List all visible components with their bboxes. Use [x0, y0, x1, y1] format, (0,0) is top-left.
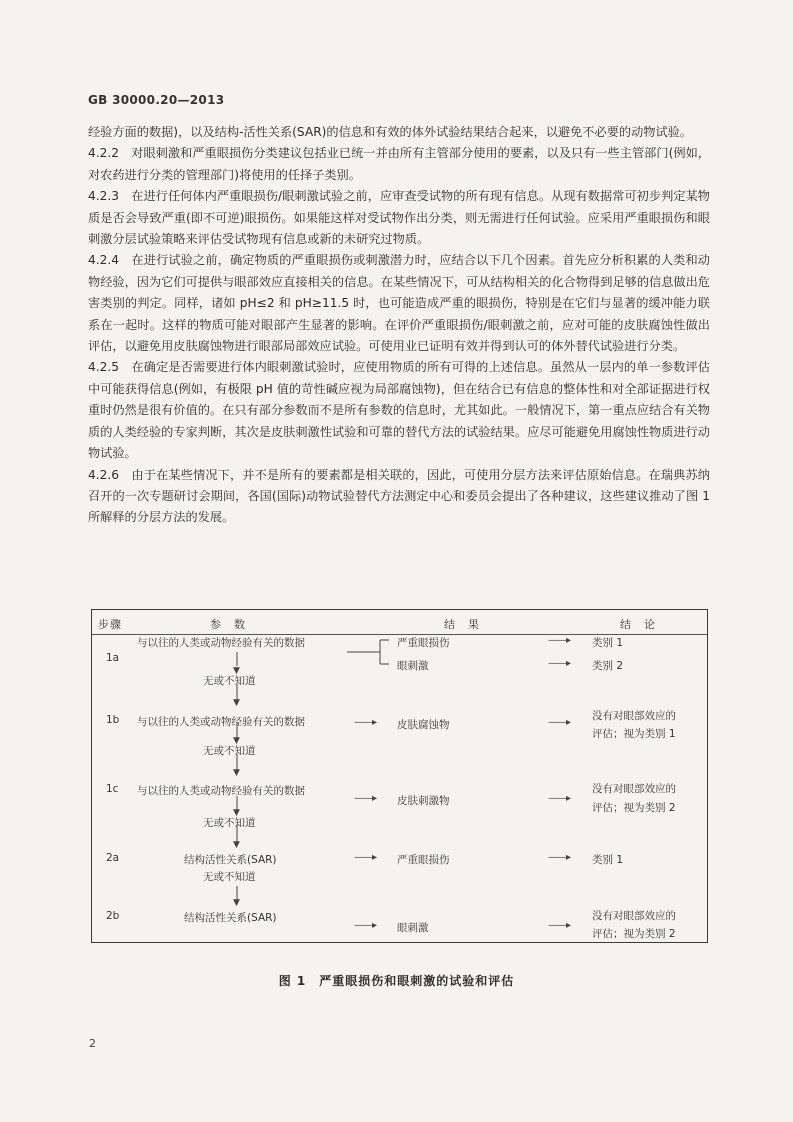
- conclusion-1b-line2: 评估；视为类别 1: [592, 728, 676, 740]
- conclusion-1a-2: 类别 2: [592, 660, 624, 672]
- arrow-down: ▼: [233, 698, 240, 708]
- figure-1-flowchart: [91, 609, 708, 943]
- standard-code: GB 30000.20—2013: [88, 93, 225, 107]
- conclusion-1a-1: 类别 1: [592, 637, 624, 649]
- conclusion-1c-line2: 评估；视为类别 2: [592, 802, 676, 814]
- param-1b: 与以往的人类或动物经验有关的数据: [137, 716, 305, 728]
- arrow-right: ——▸: [548, 635, 571, 646]
- step-1b: 1b: [106, 714, 120, 726]
- no-or-unknown-1a: 无或不知道: [203, 675, 256, 687]
- header-step: 步骤: [98, 618, 122, 631]
- arrow-down: ▼: [233, 808, 240, 818]
- step-2b: 2b: [106, 910, 120, 922]
- param-1c: 与以往的人类或动物经验有关的数据: [137, 785, 305, 797]
- arrow-right: ——▸: [548, 852, 571, 863]
- arrow-down: ▼: [233, 898, 240, 908]
- arrow-right: ——▸: [354, 717, 377, 728]
- arrow-right: ——▸: [548, 658, 571, 669]
- page-number: 2: [89, 1037, 96, 1050]
- result-2a: 严重眼损伤: [397, 854, 450, 866]
- arrow-right: ——▸: [548, 793, 571, 804]
- body-text: [88, 122, 710, 529]
- conclusion-2b-line2: 评估；视为类别 2: [592, 928, 676, 940]
- arrow-down: ▼: [233, 768, 240, 778]
- paragraph-4-2-6: 4.2.6 由于在某些情况下，并不是所有的要素都是相关联的，因此，可使用分层方法来评估原始信息。在瑞典苏纳召开的一次专题研讨会期间，各国(国际)动物试验替代方法测定中心和委员会提出了各种建议，这些建议推动了图 1 所解释的分层方法的发展。: [88, 467, 710, 525]
- conclusion-1c-line1: 没有对眼部效应的: [592, 783, 676, 795]
- step-1c: 1c: [106, 783, 119, 795]
- arrow-down: ▼: [233, 840, 240, 850]
- arrow-right: ——▸: [354, 852, 377, 863]
- arrow-right: ——▸: [354, 920, 377, 931]
- step-1a: 1a: [106, 652, 120, 664]
- no-or-unknown-1c: 无或不知道: [203, 817, 256, 829]
- arrow-right: ——▸: [548, 717, 571, 728]
- paragraph-4-2-4: 4.2.4 在进行试验之前，确定物质的严重眼损伤或刺激潜力时，应结合以下几个因素。首先应分析积累的人类和动物经验，因为它们可提供与眼部效应直接相关的信息。在某些情况下，可从结构相关的化合物得到足够的信息做出危害类别的判定。同样，诸如 pH≤2 和 pH≥11.5 时，也可能造成严重的眼损伤，特别是在它们与显著的缓冲能力联系在一起时。这样的物质可能对眼部产生显著的影响。在评价严重眼损伤/眼刺激之前，应对可能的皮肤腐蚀性做出评估，以避免用皮肤腐蚀物进行眼部局部效应试验。可使用业已证明有效并得到认可的体外替代试验进行分类。: [88, 253, 710, 354]
- param-1a: 与以往的人类或动物经验有关的数据: [137, 637, 305, 649]
- conclusion-2a: 类别 1: [592, 854, 624, 866]
- no-or-unknown-1b: 无或不知道: [203, 745, 256, 757]
- step-2a: 2a: [106, 852, 120, 864]
- result-1b: 皮肤腐蚀物: [397, 719, 450, 731]
- result-1a-1: 严重眼损伤: [397, 637, 450, 649]
- no-or-unknown-2a: 无或不知道: [203, 871, 256, 883]
- paragraph-4-2-2: 4.2.2 对眼刺激和严重眼损伤分类建议包括业已统一并由所有主管部分使用的要素，以及只有一些主管部门(例如，对农药进行分类的管理部门)将使用的任择子类别。: [88, 146, 710, 182]
- arrow-down: ▼: [233, 736, 240, 746]
- header-param: 参 数: [210, 618, 246, 631]
- paragraph-continuation: 经验方面的数据)，以及结构-活性关系(SAR)的信息和有效的体外试验结果结合起来，以避免不必要的动物试验。: [88, 125, 693, 139]
- arrow-right: ——▸: [354, 793, 377, 804]
- paragraph-4-2-5: 4.2.5 在确定是否需要进行体内眼刺激试验时，应使用物质的所有可得的上述信息。虽然从一层内的单一参数评估中可能获得信息(例如，有极限 pH 值的苛性碱应视为局部腐蚀物)，但在结合已有信息的整体性和对全部证据进行权重时仍然是很有价值的。在只有部分参数而不是所有参数的信息时，尤其如此。一般情况下，第一重点应结合有关物质的人类经验的专家判断，其次是皮肤刺激性试验和可靠的替代方法的试验结果。应尽可能避免用腐蚀性物质进行动物试验。: [88, 360, 710, 461]
- header-conclusion: 结 论: [620, 618, 656, 631]
- paragraph-4-2-3: 4.2.3 在进行任何体内严重眼损伤/眼刺激试验之前，应审查受试物的所有现有信息。从现有数据常可初步判定某物质是否会导致严重(即不可逆)眼损伤。如果能这样对受试物作出分类，则无需进行任何试验。应采用严重眼损伤和眼刺激分层试验策略来评估受试物现有信息或新的未研究过物质。: [88, 189, 710, 247]
- result-2b: 眼刺激: [397, 922, 429, 934]
- param-2b: 结构活性关系(SAR): [184, 912, 277, 924]
- result-1c: 皮肤刺激物: [397, 795, 450, 807]
- arrow-right: ——▸: [548, 920, 571, 931]
- header-result: 结 果: [444, 618, 480, 631]
- param-2a: 结构活性关系(SAR): [184, 854, 277, 866]
- conclusion-2b-line1: 没有对眼部效应的: [592, 910, 676, 922]
- conclusion-1b-line1: 没有对眼部效应的: [592, 710, 676, 722]
- result-1a-2: 眼刺激: [397, 660, 429, 672]
- arrow-down: ▼: [233, 666, 240, 676]
- figure-caption: 图 1 严重眼损伤和眼刺激的试验和评估: [278, 974, 515, 988]
